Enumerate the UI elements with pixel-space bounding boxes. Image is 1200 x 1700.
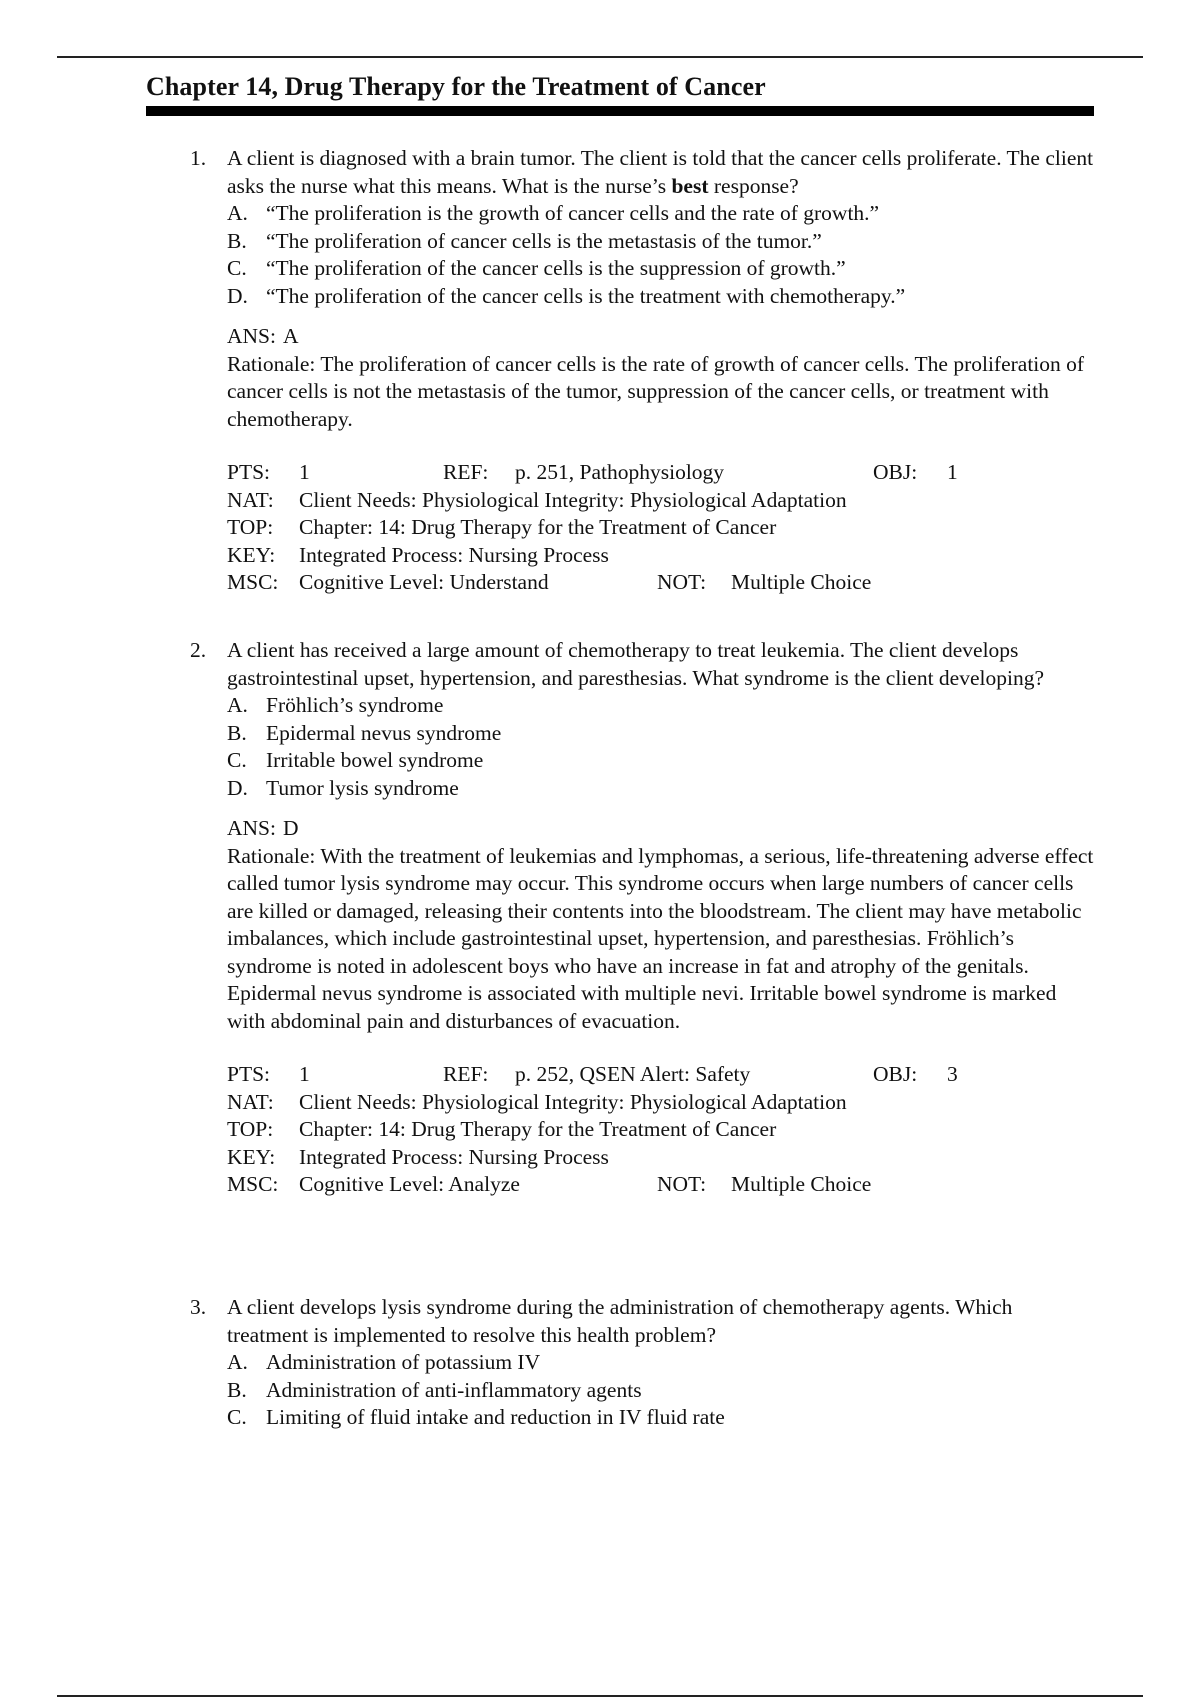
option-d: D. “The proliferation of the cancer cells is the treatment with chemotherapy.” bbox=[227, 283, 906, 308]
rationale: Rationale: The proliferation of cancer cells is the rate of growth of cancer cells. The proliferation of cancer cells is not the metastasis of the tumor, suppression of the cancer cells, or treatment with chemotherapy. bbox=[227, 351, 1085, 431]
option-c: C. “The proliferation of the cancer cells is the suppression of growth.” bbox=[227, 256, 846, 280]
option-b: B. Administration of anti-inflammatory agents bbox=[227, 1377, 642, 1402]
question-stem: A client develops lysis syndrome during the administration of chemotherapy agents. Which treatment is implemented to resolve this health problem? bbox=[227, 1295, 1013, 1347]
option-b: B. Epidermal nevus syndrome bbox=[227, 720, 502, 745]
meta-row-msc: MSC: Cognitive Level: Analyze NOT: Multiple Choice bbox=[227, 1172, 872, 1196]
stem-emphasis: best bbox=[671, 173, 709, 198]
meta-row-pts: PTS: 1 REF: p. 252, QSEN Alert: Safety OBJ: 3 bbox=[227, 1062, 958, 1086]
meta-row-top: TOP: Chapter: 14: Drug Therapy for the Treatment of Cancer bbox=[227, 1117, 777, 1141]
question-body bbox=[227, 637, 1097, 1199]
option-a: A. Fröhlich’s syndrome bbox=[227, 693, 444, 717]
option-c: C. Limiting of fluid intake and reduction in IV fluid rate bbox=[227, 1405, 725, 1429]
question-metadata bbox=[227, 1061, 1097, 1199]
meta-row-nat: NAT: Client Needs: Physiological Integrity: Physiological Adaptation bbox=[227, 1089, 847, 1114]
title-underline-bar bbox=[146, 106, 1094, 116]
question-metadata bbox=[227, 459, 1097, 597]
meta-row-msc: MSC: Cognitive Level: Understand NOT: Multiple Choice bbox=[227, 570, 872, 594]
answer: ANS: D bbox=[227, 816, 299, 840]
meta-row-key: KEY: Integrated Process: Nursing Process bbox=[227, 542, 609, 567]
answer: ANS: A bbox=[227, 324, 299, 348]
stem-text: response? bbox=[708, 173, 799, 198]
meta-row-key: KEY: Integrated Process: Nursing Process bbox=[227, 1144, 609, 1169]
meta-row-top: TOP: Chapter: 14: Drug Therapy for the Treatment of Cancer bbox=[227, 515, 777, 539]
bottom-rule bbox=[57, 1695, 1143, 1697]
rationale: Rationale: With the treatment of leukemias and lymphomas, a serious, life-threatening adverse effect called tumor lysis syndrome may occur. This syndrome occurs when large numbers of cancer cells are killed or damaged, releasing their contents into the bloodstream. The client may have metabolic imbalances, which include gastrointestinal upset, hypertension, and paresthesias. Fröhlich’s syndrome is noted in adolescent boys who have an increase in fat and atrophy of the genitals. Epidermal nevus syndrome is associated with multiple nevi. Irritable bowel syndrome is marked with abdominal pain and disturbances of evacuation. bbox=[227, 843, 1094, 1033]
question-number: 2. bbox=[190, 638, 207, 662]
question-number: 3. bbox=[190, 1295, 207, 1319]
question-body bbox=[227, 145, 1097, 597]
option-c: C. Irritable bowel syndrome bbox=[227, 748, 484, 772]
option-a: A. “The proliferation is the growth of cancer cells and the rate of growth.” bbox=[227, 201, 880, 225]
top-rule bbox=[57, 56, 1143, 58]
option-b: B. “The proliferation of cancer cells is the metastasis of the tumor.” bbox=[227, 228, 822, 253]
option-d: D. Tumor lysis syndrome bbox=[227, 775, 459, 800]
question-body bbox=[227, 1294, 1097, 1432]
page-title: Chapter 14, Drug Therapy for the Treatment of Cancer bbox=[146, 72, 766, 101]
question-stem bbox=[227, 145, 1097, 200]
option-a: A. Administration of potassium IV bbox=[227, 1350, 541, 1374]
stem-text: A client is diagnosed with a brain tumor. The client is told that the cancer cells proliferate. The client asks the nurse what this means. What is the nurse’s bbox=[227, 146, 1094, 198]
question-stem: A client has received a large amount of chemotherapy to treat leukemia. The client develops gastrointestinal upset, hypertension, and paresthesias. What syndrome is the client developing? bbox=[227, 638, 1044, 690]
meta-row-nat: NAT: Client Needs: Physiological Integrity: Physiological Adaptation bbox=[227, 487, 847, 512]
meta-row-pts: PTS: 1 REF: p. 251, Pathophysiology OBJ: 1 bbox=[227, 460, 958, 484]
question-number: 1. bbox=[190, 146, 207, 170]
